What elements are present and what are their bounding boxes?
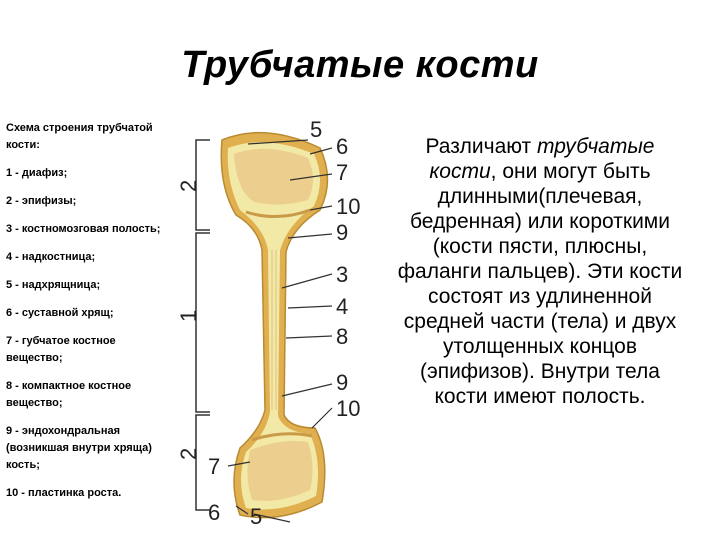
bone-diagram	[170, 110, 370, 540]
label-5-top: 5	[310, 117, 323, 142]
label-10-top: 10	[336, 194, 361, 219]
legend-item: 5 - надхрящница;	[6, 279, 101, 291]
legend-item: 2 - эпифизы;	[6, 195, 77, 207]
label-3: 3	[336, 262, 349, 287]
label-10-bottom: 10	[336, 396, 361, 421]
description	[392, 134, 688, 409]
label-4: 4	[336, 294, 349, 319]
label-8: 8	[336, 324, 349, 349]
legend-item: 7 - губчатое костное вещество;	[6, 335, 116, 364]
label-9-bottom: 9	[336, 370, 349, 395]
description-lead: Различают	[425, 135, 537, 158]
label-2-bottom: 2	[176, 447, 201, 460]
label-7-top: 7	[336, 160, 349, 185]
legend-item: 1 - диафиз;	[6, 167, 68, 179]
legend	[6, 120, 166, 513]
label-5-bottom: 5	[250, 504, 263, 529]
slide-title: Трубчатые кости	[181, 44, 539, 86]
label-6-top: 6	[336, 134, 349, 159]
legend-item: 3 - костномозговая полость;	[6, 223, 161, 235]
legend-item: 10 - пластинка роста.	[6, 487, 122, 499]
description-emphasis: трубчатые кости	[429, 135, 655, 183]
legend-item: 8 - компактное костное вещество;	[6, 380, 132, 409]
label-7-bottom: 7	[208, 454, 221, 479]
label-6-bottom: 6	[208, 500, 221, 525]
legend-item: 4 - надкостница;	[6, 251, 96, 263]
label-9-top: 9	[336, 220, 349, 245]
description-rest: , они могут быть длинными(плечевая, бедренная) или короткими (кости пясти, плюсны, фаланги пальцев). Эти кости состоят из удлиненной средней части (тела) и двух утолщенных концов (эпифизов). Внутри тела кости имеют полость.	[397, 160, 683, 408]
label-1: 1	[176, 309, 201, 322]
label-2-top: 2	[176, 179, 201, 192]
legend-heading: Схема строения трубчатой кости:	[6, 122, 153, 151]
legend-item: 6 - суставной хрящ;	[6, 307, 114, 319]
spongy-bone-bottom	[247, 441, 312, 501]
legend-item: 9 - эндохондральная (возникшая внутри хряща) кость;	[6, 425, 152, 471]
